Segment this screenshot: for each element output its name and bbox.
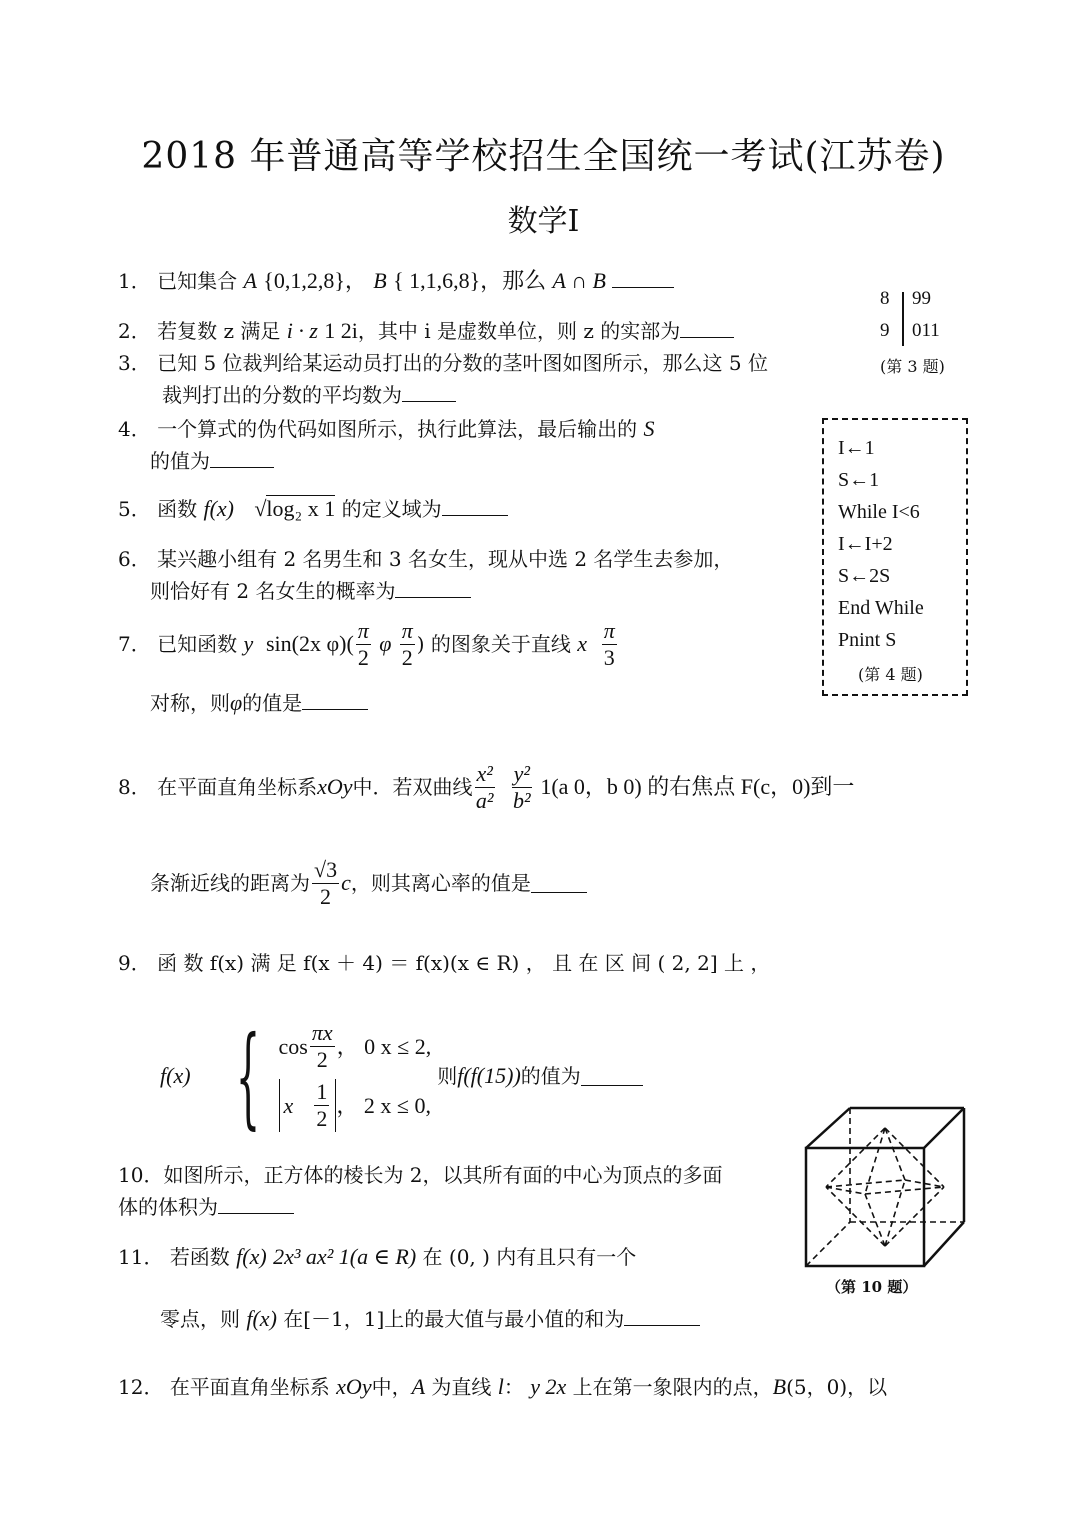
question-3-line2: 裁判打出的分数的平均数为: [162, 382, 456, 408]
code-line: While I<6: [838, 501, 920, 523]
question-8: 8． 在平面直角坐标系 xOy 中．若双曲线 $\frac{\text{x²}}{\text{a²}}$ $\frac{\text{y²}}{\text{b²}}$ 1(a 0，b 0) 的右焦点 F(c，0)到一: [118, 760, 855, 813]
stem-value: 8: [880, 288, 890, 309]
question-4: 4． 一个算式的伪代码如图所示，执行此算法，最后输出的 S: [118, 416, 655, 441]
question-3: 3． 已知 5 位裁判给某运动员打出的分数的茎叶图如图所示，那么这 5 位: [118, 351, 768, 375]
question-1: 1． 已知集合 A {0,1,2,8}， B { 1,1,6,8}，那么 A ∩ B: [118, 268, 674, 294]
cube-octahedron-diagram: [800, 1102, 970, 1272]
code-line: S←1: [838, 469, 880, 491]
answer-blank[interactable]: [442, 497, 508, 516]
cube-figure: [800, 1102, 970, 1298]
question-12: 12． 在平面直角坐标系 xOy中，A 为直线 l： y 2x 上在第一象限内的点，B(5，0)，以: [118, 1374, 888, 1399]
pseudocode-box: [822, 418, 968, 696]
leaf-value: 011: [912, 320, 940, 341]
stem-divider: [902, 292, 904, 346]
question-6-line2: 则恰好有 2 名女生的概率为: [150, 578, 471, 604]
figure-caption: (第 3 题): [880, 357, 945, 376]
answer-blank[interactable]: [531, 874, 587, 893]
code-line: I←I+2: [838, 533, 893, 555]
question-8-line2: 条渐近线的距离为 $\frac{√3}{2}$ c ，则其离心率的值是: [150, 852, 587, 914]
exam-subtitle: 数学Ⅰ: [507, 204, 580, 239]
question-11: 11． 若函数 f(x) 2x³ ax² 1(a ∈ R) 在 (0, ) 内有且只有一个: [118, 1244, 637, 1269]
answer-blank[interactable]: [210, 449, 274, 468]
question-9-piecewise: f(x) { cos $\frac{\pi x}{2}$ ， 0 x ≤ 2, x $\frac{1}{2}$ ， 2 x ≤ 0, 则 f(f(15)) 的值为: [160, 1012, 643, 1140]
figure-caption: （第 10 题）: [826, 1278, 918, 1296]
figure-caption: (第 4 题): [858, 665, 923, 684]
question-5: 5． 函数 f(x) √log₂ x 1 的定义域为: [118, 496, 508, 522]
question-4-line2: 的值为: [150, 448, 274, 474]
code-line: I←1: [838, 437, 875, 459]
code-line: Pnint S: [838, 629, 897, 651]
answer-blank[interactable]: [402, 383, 456, 402]
question-9: 9． 函 数 f(x) 满 足 f(x ＋ 4) ＝ f(x)(x ∈ R) ， 且 在 区 间 ( 2, 2] 上 ，: [118, 951, 771, 975]
answer-blank[interactable]: [612, 269, 674, 288]
question-7-line2: 对称，则φ的值是: [150, 690, 368, 716]
answer-blank[interactable]: [395, 579, 471, 598]
code-line: S←2S: [838, 565, 891, 587]
stem-value: 9: [880, 320, 890, 341]
question-6: 6． 某兴趣小组有 2 名男生和 3 名女生，现从中选 2 名学生去参加，: [118, 547, 734, 571]
answer-blank[interactable]: [218, 1195, 294, 1214]
answer-blank[interactable]: [581, 1067, 643, 1086]
question-7: 7． 已知函数 y sin(2x φ)( $\frac{\pi}{2}$ φ $\frac{\pi}{2}$ ) 的图象关于直线 x $\frac{\pi}{3}$: [118, 617, 615, 670]
leaf-value: 99: [912, 288, 931, 309]
question-10: 10．如图所示，正方体的棱长为 2，以其所有面的中心为顶点的多面: [118, 1163, 723, 1187]
answer-blank[interactable]: [680, 319, 734, 338]
answer-blank[interactable]: [624, 1307, 700, 1326]
exam-title: 2018 年普通高等学校招生全国统一考试(江苏卷): [141, 136, 946, 177]
question-11-line2: 零点，则 f(x) 在[－1，1]上的最大值与最小值的和为: [160, 1306, 700, 1332]
code-line: End While: [838, 597, 924, 619]
answer-blank[interactable]: [302, 691, 368, 710]
question-10-line2: 体的体积为: [118, 1194, 294, 1220]
question-2: 2． 若复数 z 满足 i · z 1 2i，其中 i 是虚数单位，则 z 的实部为: [118, 318, 734, 344]
